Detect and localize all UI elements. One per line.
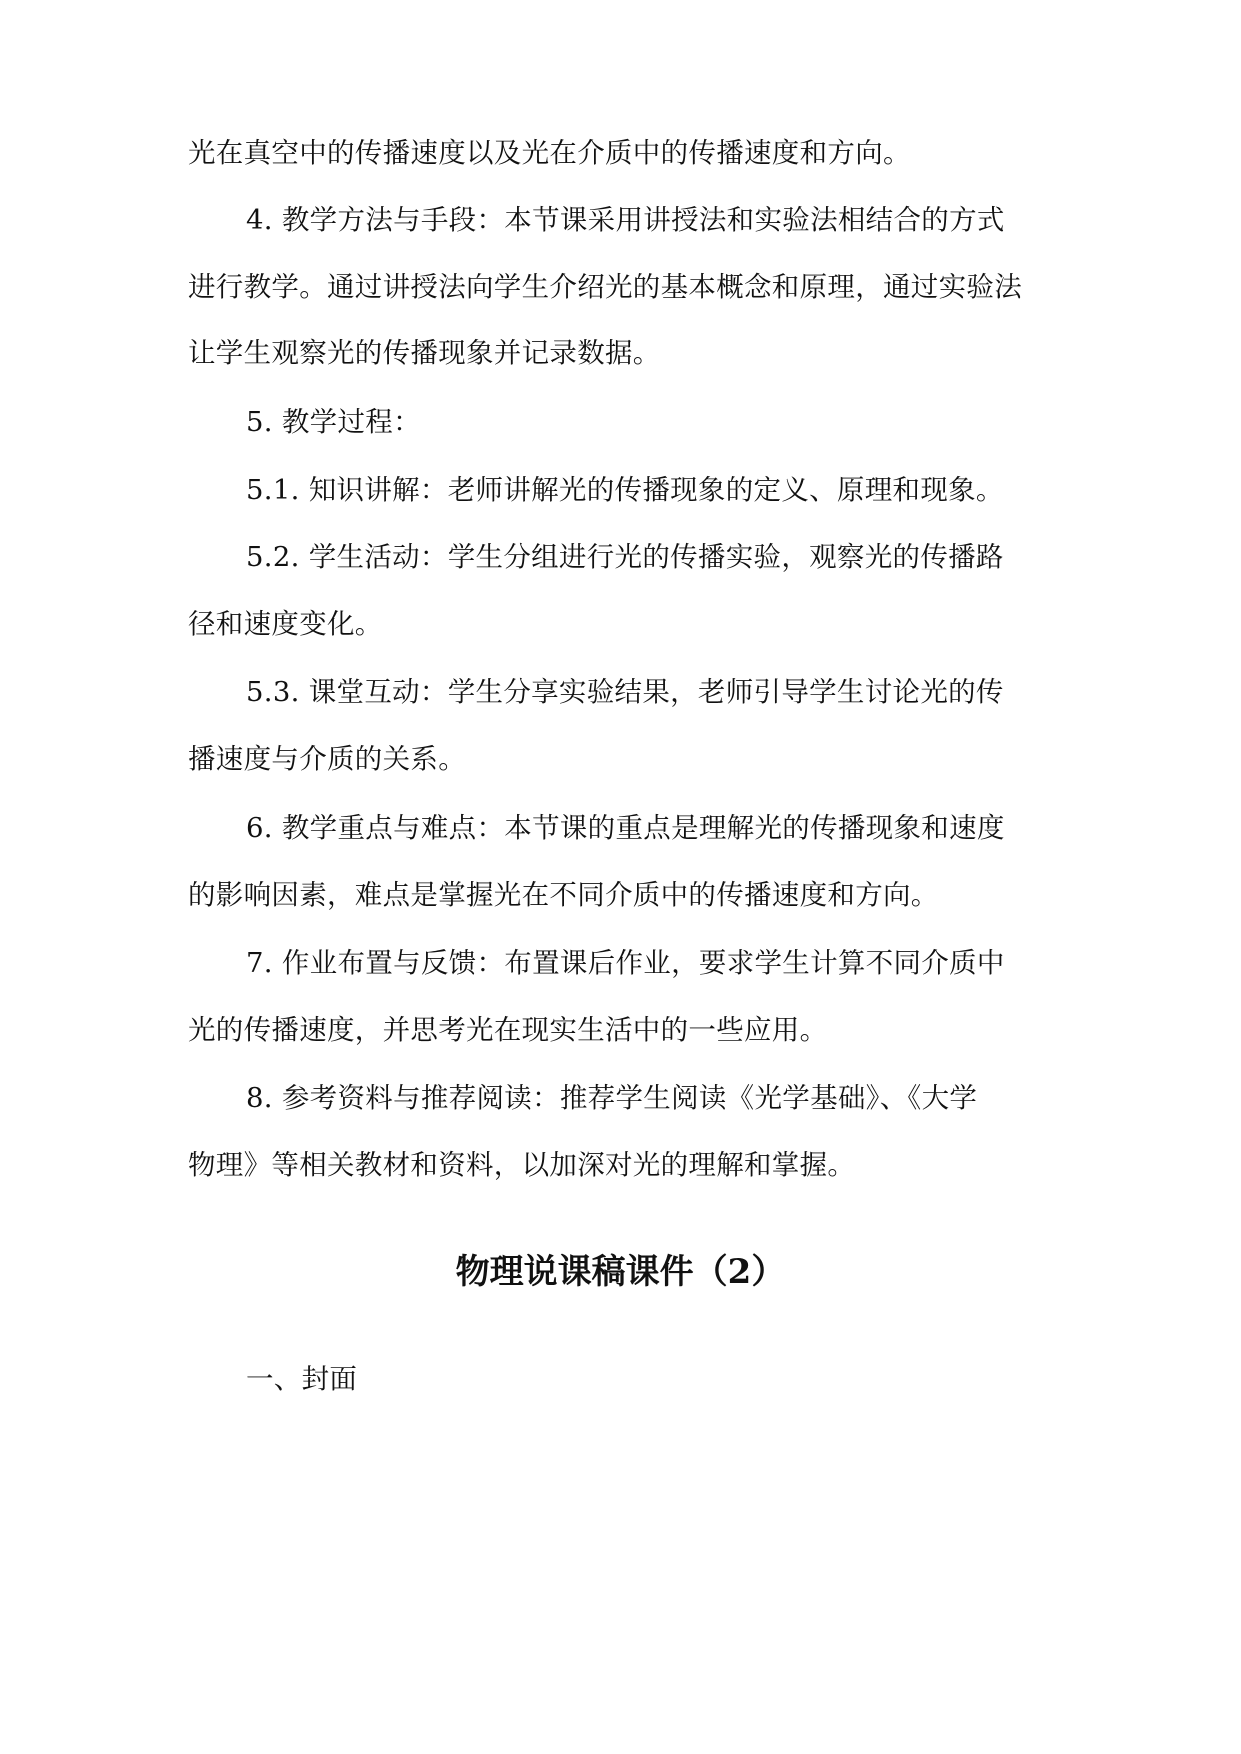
paragraph-line: 5.3. 课堂互动：学生分享实验结果，老师引导学生讨论光的传 <box>246 676 1004 708</box>
paragraph-line: 播速度与介质的关系。 <box>188 743 466 775</box>
paragraph-line: 4. 教学方法与手段：本节课采用讲授法和实验法相结合的方式 <box>246 204 1005 236</box>
subsection-heading: 一、封面 <box>246 1363 358 1395</box>
paragraph-line: 5.1. 知识讲解：老师讲解光的传播现象的定义、原理和现象。 <box>246 474 1004 506</box>
paragraph-line: 光的传播速度，并思考光在现实生活中的一些应用。 <box>188 1014 828 1046</box>
paragraph-line: 5. 教学过程： <box>246 406 421 438</box>
paragraph-line: 光在真空中的传播速度以及光在介质中的传播速度和方向。 <box>188 137 911 169</box>
paragraph-line: 让学生观察光的传播现象并记录数据。 <box>188 337 661 369</box>
paragraph-line: 进行教学。通过讲授法向学生介绍光的基本概念和原理，通过实验法 <box>188 271 1022 303</box>
paragraph-line: 径和速度变化。 <box>188 608 383 640</box>
paragraph-line: 8. 参考资料与推荐阅读：推荐学生阅读《光学基础》、《大学 <box>246 1082 978 1114</box>
paragraph-line: 7. 作业布置与反馈：布置课后作业，要求学生计算不同介质中 <box>246 947 1005 979</box>
paragraph-line: 的影响因素，难点是掌握光在不同介质中的传播速度和方向。 <box>188 879 939 911</box>
paragraph-line: 5.2. 学生活动：学生分组进行光的传播实验，观察光的传播路 <box>246 541 1004 573</box>
section-title: 物理说课稿课件（2） <box>455 1252 786 1292</box>
paragraph-line: 6. 教学重点与难点：本节课的重点是理解光的传播现象和速度 <box>246 812 1005 844</box>
paragraph-line: 物理》等相关教材和资料，以加深对光的理解和掌握。 <box>188 1149 856 1181</box>
